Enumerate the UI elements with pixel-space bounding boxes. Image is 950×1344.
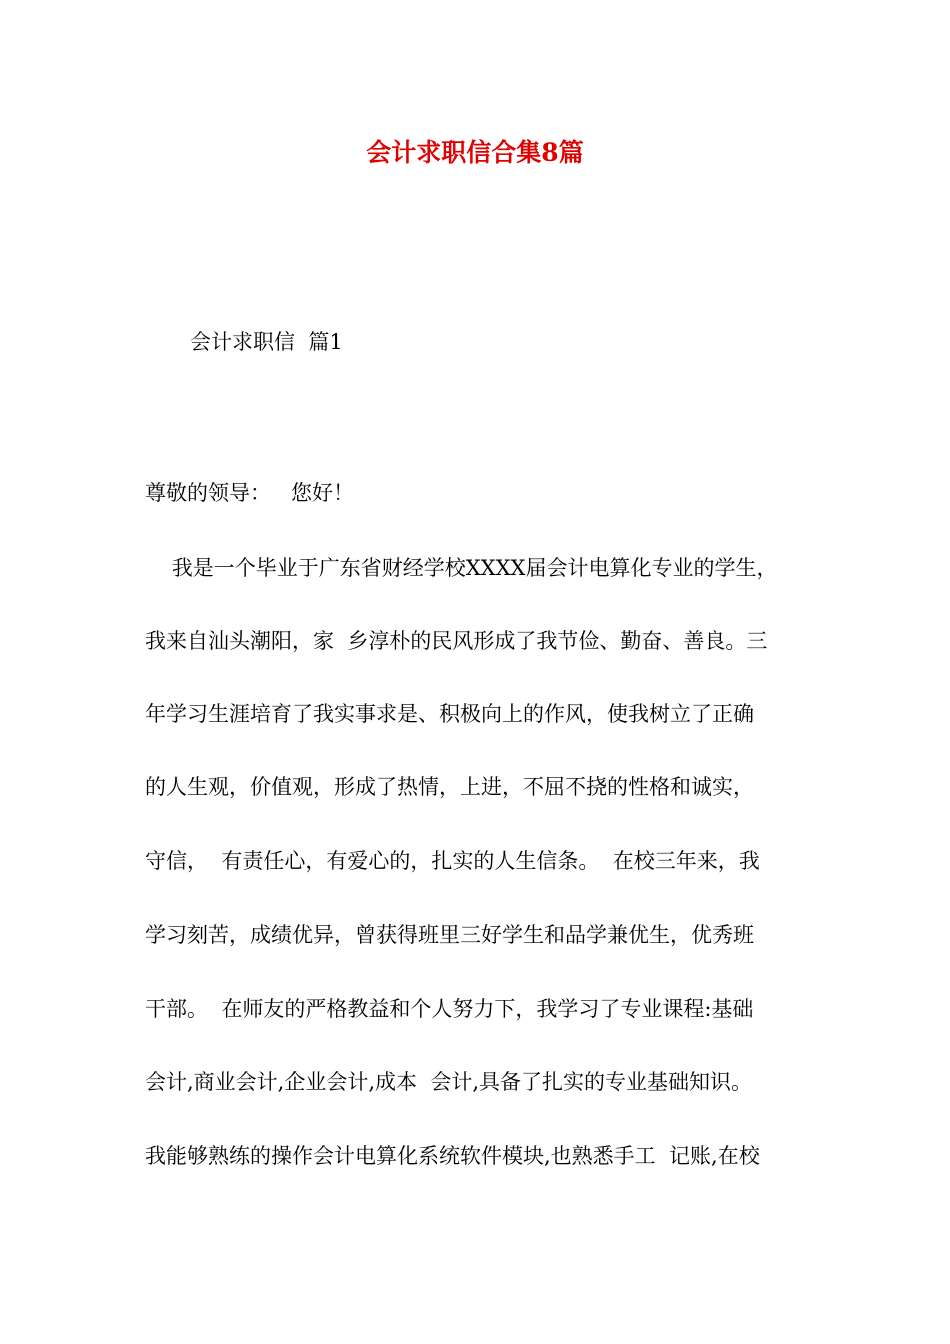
document-title: 会计求职信合集8篇 xyxy=(366,138,584,167)
body-line: 我是一个毕业于广东省财经学校XXXX届会计电算化专业的学生， xyxy=(145,556,778,580)
salutation: 尊敬的领导： 您好！ xyxy=(145,481,355,505)
body-line: 的人生观，价值观，形成了热情，上进，不屈不挠的性格和诚实， xyxy=(145,775,754,799)
body-line: 守信， 有责任心，有爱心的，扎实的人生信条。 在校三年来，我 xyxy=(145,849,760,873)
section-heading: 会计求职信 篇1 xyxy=(190,330,343,354)
body-line: 干部。 在师友的严格教益和个人努力下，我学习了专业课程:基础 xyxy=(145,997,754,1021)
body-line: 学习刻苦，成绩优异，曾获得班里三好学生和品学兼优生，优秀班 xyxy=(145,923,754,947)
body-line: 我能够熟练的操作会计电算化系统软件模块,也熟悉手工 记账,在校 xyxy=(145,1144,760,1168)
body-line: 我来自汕头潮阳，家 乡淳朴的民风形成了我节俭、勤奋、善良。三 xyxy=(145,629,768,653)
body-line: 会计,商业会计,企业会计,成本 会计,具备了扎实的专业基础知识。 xyxy=(145,1070,753,1094)
body-line: 年学习生涯培育了我实事求是、积极向上的作风，使我树立了正确 xyxy=(145,702,754,726)
